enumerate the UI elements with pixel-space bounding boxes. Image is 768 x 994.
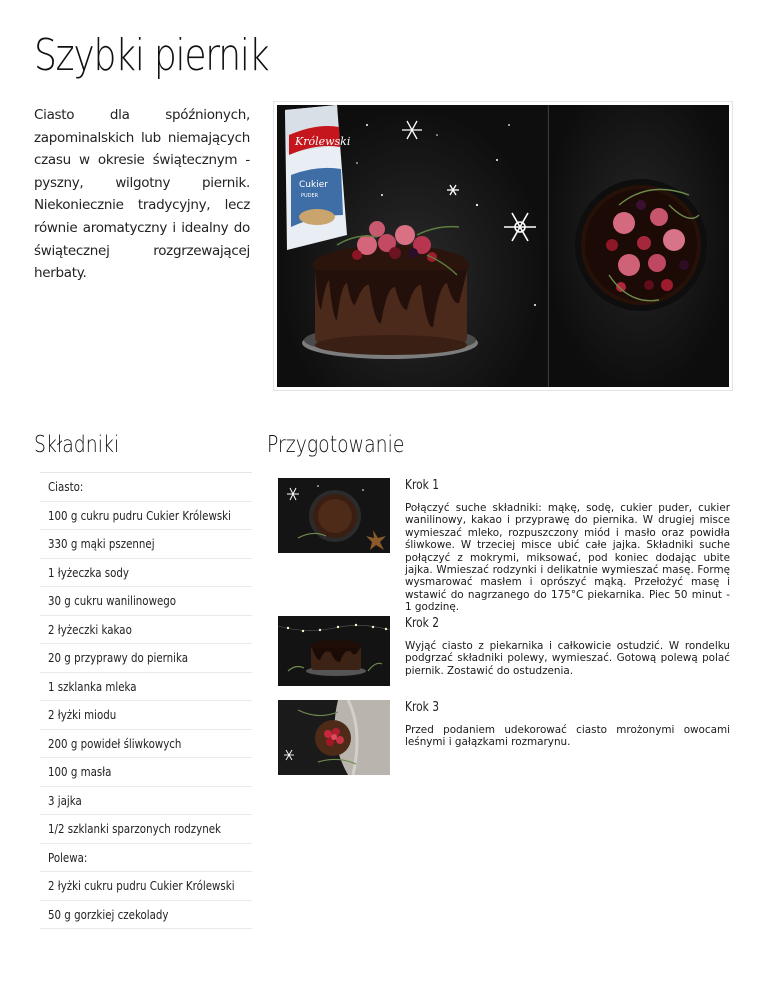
- ingredient-item: 1/2 szklanki sparzonych rodzynek: [40, 815, 252, 844]
- ingredient-item: 3 jajka: [40, 787, 252, 816]
- ingredient-item: 50 g gorzkiej czekolady: [40, 901, 252, 930]
- ingredient-item: 2 łyżeczki kakao: [40, 616, 252, 645]
- step-1-image: [278, 478, 390, 553]
- snowflake-icon: [402, 121, 536, 241]
- hero-image: [273, 101, 733, 391]
- ingredient-group-label: Polewa:: [40, 844, 252, 873]
- ingredient-item: 100 g cukru pudru Cukier Królewski: [40, 502, 252, 531]
- sugar-package-icon: [285, 105, 350, 250]
- step-2-title: Krok 2: [405, 616, 440, 631]
- ingredient-item: 100 g masła: [40, 758, 252, 787]
- ingredient-item: 20 g przyprawy do piernika: [40, 644, 252, 673]
- step-3-image: [278, 700, 390, 775]
- recipe-intro: Ciasto dla spóźnionych, zapominalskich lub niemających czasu w okresie świątecznym - pyszny, wilgotny piernik. Niekoniecznie tradycyjny, lecz równie aromatyczny i idealny do świątecznej rozgrzewającej herbaty.: [34, 107, 250, 282]
- cake-top-photo: [548, 105, 729, 387]
- ingredient-item: 2 łyżki miodu: [40, 701, 252, 730]
- package-product-text: Cukier: [299, 180, 328, 190]
- ingredient-item: 2 łyżki cukru pudru Cukier Królewski: [40, 872, 252, 901]
- ingredients-list: [40, 472, 252, 929]
- step-2: [278, 616, 734, 686]
- ingredient-item: 1 szklanka mleka: [40, 673, 252, 702]
- ingredients-heading: Składniki: [34, 432, 120, 458]
- recipe-title: Szybki piernik: [34, 30, 269, 81]
- step-1-text: Połączyć suche składniki: mąkę, sodę, cukier puder, cukier wanilinowy, kakao i przyprawę do piernika. W drugiej misce wymieszać mleko, rozpuszczony miód i masło oraz powidła śliwkowe. W trzeciej misce ubić całe jajka. Składniki suche połączyć z mokrymi, miksować, pod koniec dodając ubite jajka. Wmieszać rodzynki i delikatnie wymieszać masę. Formę wysmarować masłem i oprószyć mąką. Przełożyć masę i wstawić do nagrzanego do 175°C piekarnika. Piec 50 minut - 1 godzinę.: [405, 502, 730, 614]
- package-brand-text: Królewski: [295, 135, 351, 148]
- cake-side-photo: [277, 105, 547, 387]
- step-3-text: Przed podaniem udekorować ciasto mrożonymi owocami leśnymi i gałązkami rozmarynu.: [405, 724, 730, 749]
- step-1-title: Krok 1: [405, 478, 440, 493]
- ingredient-item: 330 g mąki pszennej: [40, 530, 252, 559]
- step-3-title: Krok 3: [405, 700, 440, 715]
- step-1: [278, 478, 734, 614]
- step-3: [278, 700, 734, 775]
- ingredient-item: 1 łyżeczka sody: [40, 559, 252, 588]
- ingredient-group-label: Ciasto:: [40, 473, 252, 502]
- ingredient-item: 200 g powideł śliwkowych: [40, 730, 252, 759]
- step-2-image: [278, 616, 390, 686]
- package-sub-text: PUDER: [301, 193, 319, 199]
- ingredient-item: 30 g cukru wanilinowego: [40, 587, 252, 616]
- preparation-heading: Przygotowanie: [267, 432, 405, 458]
- step-2-text: Wyjąć ciasto z piekarnika i całkowicie ostudzić. W rondelku podgrzać składniki polewy, wymieszać. Gotową polewą polać piernik. Zostawić do ostudzenia.: [405, 640, 730, 677]
